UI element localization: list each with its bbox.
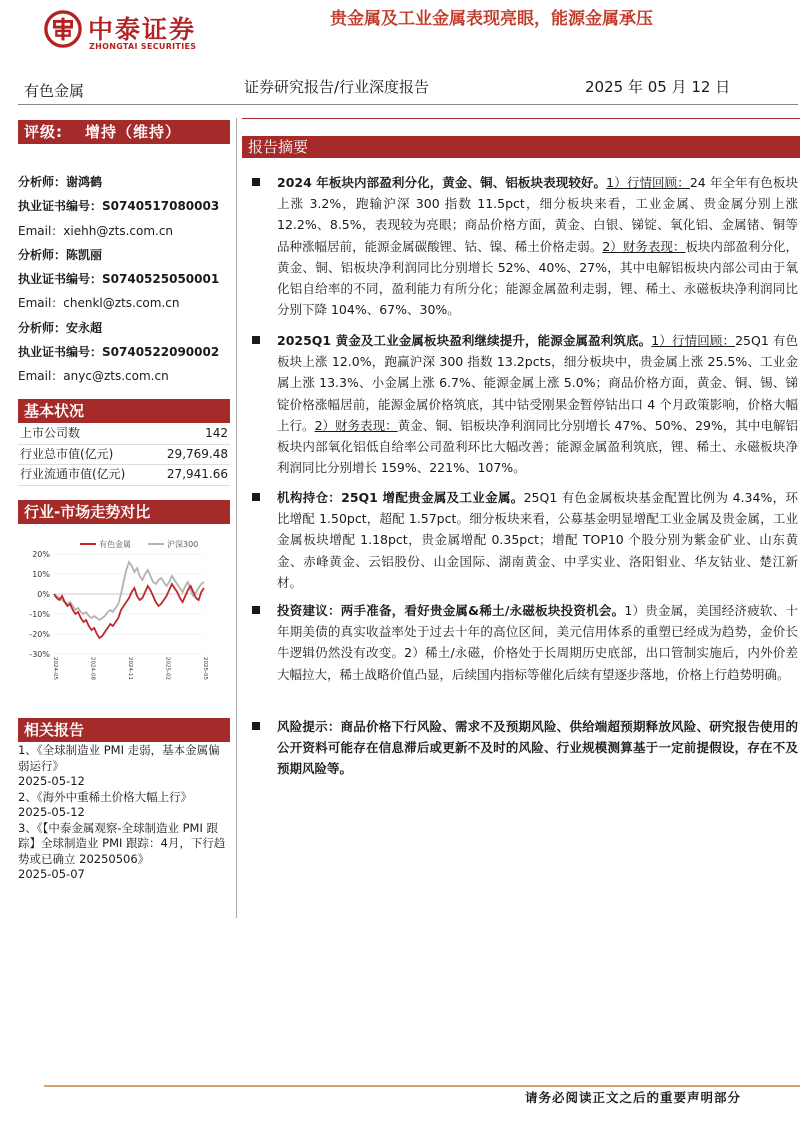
row-label: 行业流通市值(亿元) bbox=[20, 467, 126, 481]
analyst-name: 分析师：陈凯丽 bbox=[18, 247, 103, 262]
paragraph-text: 24 年全年有色板块上涨 3.2%，跑输沪深 300 指数 11.5pct，细分板块来看，工业金属、贵金属分别上涨 12.2%、8.5%，表现较为亮眼；商品价格方面，黄金、白银、锑锭、氧化铝、金属锗、铜等品种涨幅居前，能源金属碳酸锂、钴、镍、稀土价格走弱。 bbox=[277, 175, 798, 254]
footer-disclaimer: 请务必阅读正文之后的重要声明部分 bbox=[525, 1090, 742, 1105]
rating-value: 增持（维持） bbox=[85, 123, 182, 141]
bullet-icon bbox=[252, 606, 260, 614]
basic-info-title: 基本状况 bbox=[18, 399, 230, 423]
brand-name: 中泰证券 bbox=[88, 15, 197, 44]
y-tick-label: 20% bbox=[32, 550, 50, 559]
legend-label: 沪深300 bbox=[167, 540, 199, 549]
summary-paragraph bbox=[242, 600, 798, 685]
table-row bbox=[18, 445, 230, 466]
summary-top-rule bbox=[242, 118, 800, 119]
analyst-email[interactable]: Email：chenkl@zts.com.cn bbox=[18, 296, 180, 311]
row-value: 142 bbox=[205, 426, 228, 440]
bullet-icon bbox=[252, 336, 260, 344]
report-type: 证券研究报告/行业深度报告 bbox=[244, 78, 430, 96]
section-label: 2）财务表现： bbox=[602, 238, 686, 254]
section-label: 1）行情回顾： bbox=[651, 333, 736, 348]
x-tick-label: 2024-05 bbox=[52, 657, 58, 680]
row-value: 27,941.66 bbox=[166, 467, 228, 481]
trend-chart bbox=[18, 536, 230, 680]
sector-name: 有色金属 bbox=[24, 82, 85, 100]
bullet-icon bbox=[252, 178, 260, 186]
summary-paragraph bbox=[242, 172, 798, 320]
series-line bbox=[54, 562, 204, 620]
related-report-list bbox=[18, 743, 230, 883]
footer-rule bbox=[44, 1085, 800, 1087]
paragraph-lead: 2025Q1 黄金及工业金属板块盈利继续提升，能源金属盈利筑底。 bbox=[277, 333, 652, 348]
section-label: 2）财务表现： bbox=[314, 417, 398, 433]
rating-bar bbox=[18, 120, 230, 144]
legend-label: 有色金属 bbox=[99, 540, 131, 549]
related-report-date: 2025-05-12 bbox=[18, 805, 85, 819]
report-headline: 贵金属及工业金属表现亮眼，能源金属承压 bbox=[330, 9, 653, 29]
summary-paragraph bbox=[242, 330, 798, 478]
row-label: 行业总市值(亿元) bbox=[20, 446, 114, 461]
analyst-list bbox=[18, 170, 230, 389]
summary-title-bar bbox=[242, 136, 800, 158]
paragraph-lead: 风险提示：商品价格下行风险、需求不及预期风险、供给端超预期释放风险、研究报告使用的公开资料可能存在信息滞后或更新不及时的风险、行业规模测算基于一定前提假设，存在不及预期风险等。 bbox=[277, 719, 798, 777]
paragraph-text: 25Q1 有色板块上涨 12.0%，跑赢沪深 300 指数 13.2pcts，细分板块中，贵金属上涨 25.5%、工业金属上涨 13.3%、小金属上涨 6.7%、能源金属上涨 5.0%；商品价格方面，黄金、铜、锡、锑锭价格涨幅居前，能源金属价格筑底，其中钴受刚果金暂停钴出口 4 个月政策影响，价格大幅上行。 bbox=[277, 333, 799, 433]
analyst-name: 分析师：谢鸿鹤 bbox=[18, 175, 103, 189]
paragraph-text: 1）贵金属，美国经济疲软、十年期美债的真实收益率处于过去十年的高位区间，美元信用体系的重塑已经成为趋势，金价长牛逻辑仍然没有改变。2）稀土/永磁，价格处于长周期历史底部，出口管制实施后，内外价差大幅拉大，稀土战略价值凸显，后续国内指标等催化后续有望逐步落地，价格上行趋势明确。 bbox=[277, 603, 798, 682]
zhongtai-logo-icon bbox=[44, 10, 82, 48]
paragraph-text: 25Q1 有色金属板块基金配置比例为 4.34%，环比增配 1.50pct，超配 1.57pct。细分板块来看，公募基金明显增配工业金属及贵金属，工业金属板块增配 1.18pct，贵金属增配 0.35pct；增配 TOP10 个股分别为紫金矿业、山东黄金、赤峰黄金、云铝股份、山金国际、湖南黄金、中孚实业、洛阳钼业、华友钴业、楚江新材。 bbox=[277, 490, 798, 590]
analyst-email[interactable]: Email：xiehh@zts.com.cn bbox=[18, 223, 174, 238]
related-report-date: 2025-05-12 bbox=[18, 774, 85, 788]
analyst-cert: 执业证书编号：S0740522090002 bbox=[18, 345, 220, 360]
x-tick-label: 2025-05 bbox=[202, 657, 208, 680]
header-divider bbox=[18, 104, 798, 105]
y-tick-label: -10% bbox=[29, 610, 50, 619]
analyst-name: 分析师：安永超 bbox=[18, 320, 103, 335]
paragraph-text: 黄金、铜、铝板块净利润同比分别增长 47%、50%、29%，其中电解铝板块内部氧化铝低自给率公司盈利环比大幅改善；能源金属盈利筑底，锂、稀土、永磁板块净利润同比分别增长 159%、221%、107%。 bbox=[277, 417, 798, 476]
report-date: 2025 年 05 月 12 日 bbox=[585, 78, 731, 96]
section-label: 1）行情回顾： bbox=[606, 175, 690, 190]
row-value: 29,769.48 bbox=[166, 446, 228, 461]
related-report-item[interactable]: 1、《全球制造业 PMI 走弱，基本金属偏弱运行》 bbox=[18, 743, 220, 773]
analyst-cert: 执业证书编号：S0740517080003 bbox=[18, 199, 220, 214]
y-tick-label: 10% bbox=[32, 570, 50, 579]
y-tick-label: -30% bbox=[29, 650, 50, 659]
bullet-icon bbox=[252, 493, 260, 501]
y-tick-label: -20% bbox=[29, 630, 50, 639]
paragraph-lead: 2024 年板块内部盈利分化，黄金、铜、铝板块表现较好。 bbox=[277, 175, 607, 190]
x-tick-label: 2025-02 bbox=[164, 657, 171, 680]
summary-title: 报告摘要 bbox=[248, 138, 309, 156]
analyst-cert: 执业证书编号：S0740525050001 bbox=[18, 272, 220, 287]
summary-paragraph bbox=[242, 487, 798, 593]
table-row bbox=[18, 465, 230, 486]
x-tick-label: 2024-11 bbox=[127, 657, 133, 680]
rating-label: 评级: bbox=[24, 123, 63, 141]
basic-info-table bbox=[18, 424, 230, 486]
y-tick-label: 0% bbox=[37, 590, 50, 599]
trend-title: 行业-市场走势对比 bbox=[18, 500, 230, 524]
related-title: 相关报告 bbox=[18, 718, 230, 742]
summary-paragraph bbox=[242, 716, 798, 780]
x-tick-label: 2024-08 bbox=[89, 657, 96, 680]
column-divider bbox=[236, 118, 237, 918]
paragraph-text: 板块内部盈利分化，黄金、铜、铝板块净利润同比分别增长 52%、40%、27%，其中电解铝板块内部公司由于氧化铝自给率的不同，盈利能力有所分化；能源金属盈利走弱，锂、稀土、永磁板块净利润同比分别下降 104%、67%、30%。 bbox=[277, 238, 798, 318]
series-line bbox=[54, 584, 204, 638]
bullet-icon bbox=[252, 722, 260, 730]
analyst-email[interactable]: Email：anyc@zts.com.cn bbox=[18, 369, 169, 384]
paragraph-lead: 机构持仓：25Q1 增配贵金属及工业金属。 bbox=[277, 490, 524, 505]
related-report-date: 2025-05-07 bbox=[18, 867, 85, 881]
table-row bbox=[18, 424, 230, 445]
related-report-item[interactable]: 3、《【中泰金属观察-全球制造业 PMI 跟踪】全球制造业 PMI 跟踪：4月，下行趋势或已确立 20250506》 bbox=[18, 820, 226, 866]
related-report-item[interactable]: 2、《海外中重稀土价格大幅上行》 bbox=[18, 789, 193, 804]
paragraph-lead: 投资建议：两手准备，看好贵金属&稀土/永磁板块投资机会。 bbox=[277, 603, 625, 618]
brand-name-english: ZHONGTAI SECURITIES bbox=[89, 42, 197, 51]
row-label: 上市公司数 bbox=[20, 426, 81, 440]
